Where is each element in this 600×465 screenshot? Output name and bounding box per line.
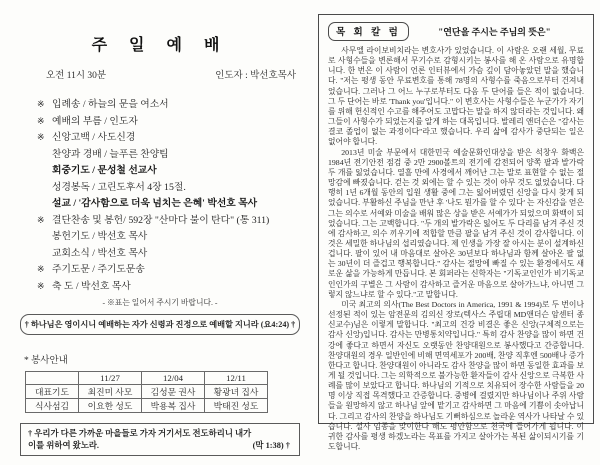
order-item-label: 교회소식 / 박선호 목사 [52,247,148,259]
worship-verse-box: † 하나님은 영이시니 예배하는 자가 신령과 진정으로 예배할 지니라 (요4:24) † [20,314,300,335]
order-item-label: 예배의 부름 / 인도자 [52,115,138,127]
order-item [37,212,300,229]
order-item-label: 성경봉독 / 고린도후서 4장 15절. [52,181,186,193]
table-row [26,385,268,399]
mission-verse-reference: (막 1:38) † [252,440,290,450]
header-cell: 12/11 [205,372,268,385]
stand-marker: ※ [37,264,45,274]
column-body [328,46,584,452]
order-item [37,228,300,245]
order-item [37,129,300,146]
order-item-label: 찬양과 경배 / 늘푸른 찬양팀 [52,148,169,160]
stand-marker: ※ [37,214,45,225]
service-leader: 인도자 : 박선호목사 [215,71,296,81]
order-item [37,146,300,163]
service-roster-heading: * 봉사안내 [24,356,68,366]
worship-order-page [20,26,300,456]
pastoral-column-page [318,14,594,452]
row-label: 식사섬김 [26,399,79,413]
column-title: "연단을 주시는 주님의 뜻은" [438,27,551,37]
order-item-label: 신앙고백 / 사도신경 [52,132,136,143]
order-item-label: 축 도 / 박선호 목사 [52,280,131,292]
cell: 박용복 집사 [142,399,205,413]
order-item [37,245,300,262]
column-label: 목 회 칼 럼 [328,22,409,41]
stand-marker: ※ [37,280,45,291]
mission-verse-box [20,423,300,456]
column-header [328,22,584,41]
order-item [37,179,300,196]
order-item [37,261,300,278]
cell: 최진미 사모 [79,385,142,399]
stand-marker: ※ [37,115,45,126]
row-label: 대표기도 [26,385,79,399]
service-info-row [20,67,300,81]
page-title: 주 일 예 배 [91,37,229,54]
column-paragraph: 2013년 미술 부문에서 대한민국 예술문화인대상을 받은 석창우 화백은 1984년 전기안전 점검 중 2만 2900볼트의 전기에 감전되어 양쪽 팔과 발가락 두 개를 잃었습니다. 열흘 만에 사경에서 깨어난 그는 말로 표현할 수 없는 절망감에 빠졌습니다. 걷는 것 외에는 할 수 있는 것이 아무 것도 없었습니다. 다행히 1년 6개월 동안의 입원 생활 중에 그는 잃어버렸던 신앙을 다시 찾게 되었습니다. 부활하신 주님을 만난 후 '나도 뭔가를 할 수 있다' 는 자신감을 얻은 그는 의수로 서예와 미술을 배워 많은 상을 받은 서예가가 되었으며 화백이 되었습니다. 그는 고백합니다. "두 개의 발가락은 잃어도 두 다리를 남겨 주신 것에 감사하고, 의수 끼우기에 적합할 만큼 팔을 남겨 주신 것이 감사합니다. 이것은 세밀한 하나님의 섭리였습니다. 제 인생을 가장 잘 아시는 분이 설계하신 겁니다. 팔이 있어 내 마음대로 살아온 30년보다 하나님과 함께 살아온 팔 없는 30년이 더 즐겁고 행복합니다." 감사는 절망에 빠질 수 있는 환경에서도 새로운 삶을 가능하게 만듭니다. 본 회퍼라는 신학자는 "기독교인인가 비기독교인인가의 구별은 그 사람이 감사하고 즐거운 마음으로 살아가느냐, 아니면 그렇지 않느냐로 할 수 있다."고 말합니다. [328,147,584,299]
order-item [37,113,300,130]
order-item [37,96,300,113]
table-header-row [26,372,268,385]
header-cell [26,372,79,385]
order-item-label: 봉헌기도 / 박선호 목사 [52,231,148,242]
order-item-label: 입례송 / 하늘의 문을 여소서 [52,99,169,110]
cell: 황광녀 집사 [205,385,268,399]
mission-verse-text: † 우리가 다른 가까운 마을들로 가자 거기서도 전도하리니 내가 이를 위하여 왔노라. [28,429,252,450]
cell: 김성문 권사 [142,385,205,399]
stand-marker: ※ [37,132,45,142]
header-cell: 11/27 [79,372,142,385]
header-cell: 12/04 [142,372,205,385]
order-item-label: 결단찬송 및 봉헌/ 592장 "산마다 불이 탄다" (통 311) [52,214,270,226]
order-of-worship-list [20,96,300,294]
stand-marker: ※ [37,99,45,109]
table-row [26,399,268,413]
cell: 이요한 성도 [79,399,142,413]
column-paragraph: 사무엘 라이보비치라는 변호사가 있었습니다. 이 사람은 오랜 세월, 무료로 사형수들을 변론해서 무기수로 감형시키는 봉사를 해 온 사람으로 유명합니다. 한 번은 이 사람이 언론 인터뷰에서 가슴 깊이 담아놓았던 말을 했습니다. "저는 평생 동안 무료변호를 통해 78명의 사형수를 죽음으로부터 건져내었습니다. 그러나 그 어느 누구로부터도 다음 두 단어를 들은 적이 없습니다. 그 두 단어는 바로 'Thank you'입니다." 이 변호사는 사형수들은 누군가가 자기를 위해 헌신적인 수고를 해주어도 고맙다는 말을 하지 않더라는 것입니다. 왜 그들이 사형수가 되었는지를 알게 하는 대목입니다. 발레리 앤더슨은 "감사는 결코 졸업이 없는 과정이다"라고 했습니다. 우리 삶에 감사가 중단되는 일은 없어야 합니다. [328,46,584,147]
order-item-label: 주기도문 / 주기도문송 [52,264,145,275]
cell: 박태진 성도 [205,399,268,413]
order-item-label: 회중기도 / 문성철 선교사 [52,165,157,176]
order-item [37,195,300,212]
service-time: 오전 11시 30분 [46,71,107,81]
standing-note: - ※표는 일어서 주시기 바랍니다. - [102,298,218,307]
order-item [37,162,300,179]
order-item-label: 설교 / '감사함으로 더욱 넘치는 은혜' 박선호 목사 [52,198,258,209]
order-item [37,278,300,295]
service-roster-table [25,371,268,413]
column-paragraph: 미국 최고의 의사(The Best Doctors in America, 1991 & 1994)로 두 번이나 선정된 적이 있는 암전문의 김의신 장로(텍사스 주립대 MD앤더슨 암센터 종신교수)님은 이렇게 말합니다. "최고의 건강 비결은 좋은 신앙(구체적으로는 감사 신앙)입니다. 감사는 만병통치약입니다." 특히 감사 찬양을 많이 하면 건강에 좋다고 하면서 자신도 오랫동안 찬양대원으로 봉사했다고 간증합니다. 찬양대원의 경우 일반인에 비해 면역세포가 200배, 찬양 직후엔 500배나 증가한다고 합니다. 찬양대원이 아니라도 감사 찬양을 많이 하면 동일한 효과를 보게 될 것입니다. 그는 의학적으로 불가능한 환자들이 감사 신앙으로 극복한 사례를 많이 보았다고 합니다. 하나님의 기적으로 치유되어 장수한 사람들을 20명 이상 직접 목격했다고 간증합니다. 중병에 걸렸지만 하나님이나 주위 사람들을 원망하지 않고 하나님 앞에 맡기고 감사하면 그 마음에 기쁨이 솟아납니다. 그리고 감사의 찬양을 하나님도 기뻐하심으로 놀라운 역사가 나타날 수 있습니다. 설사 임종을 맞이한다 해도 평안함으로 천국에 들어가게 됩니다. 이 귀한 감사를 평생 하겠노라는 목표를 가지고 살아가는 복된 삶이되시기를 기도합니다. [328,299,584,452]
